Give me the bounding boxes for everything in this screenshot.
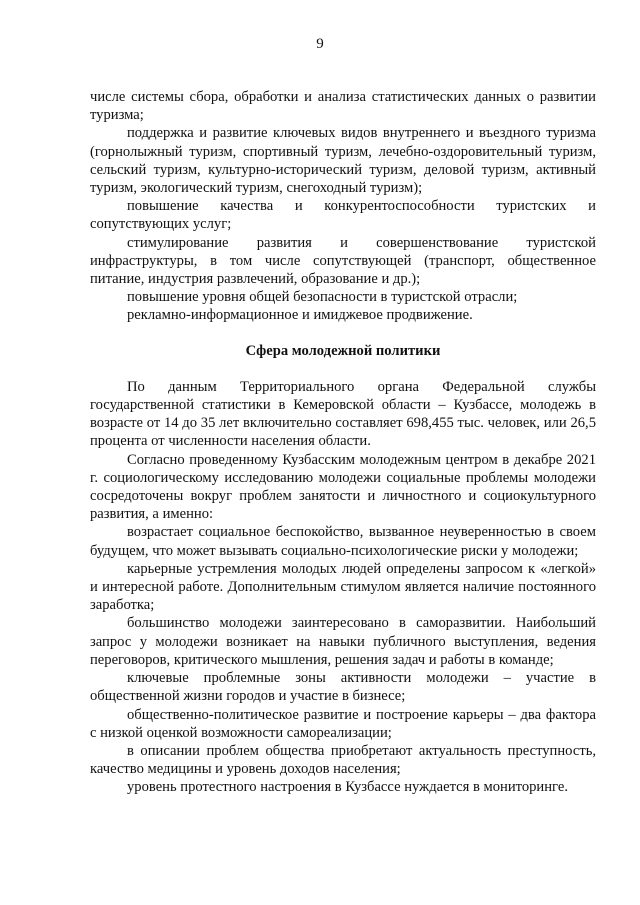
list-item-infrastructure: стимулирование развития и совершенствование туристской инфраструктуры, в том числе сопутствующей (транспорт, общественное питание, индустрия развлечений, образование и др.); <box>90 234 596 288</box>
paragraph-continuation: числе системы сбора, обработки и анализа статистических данных о развитии туризма; <box>90 89 596 124</box>
paragraph-survey: Согласно проведенному Кузбасским молодежным центром в декабре 2021 г. социологическому исследованию молодежи социальные проблемы молодежи сосредоточены вокруг проблем занятости и личностного и социокультурного развития, а именно: <box>90 451 596 523</box>
page-number: 9 <box>316 36 324 52</box>
list-item-safety: повышение уровня общей безопасности в туристской отрасли; <box>127 289 518 306</box>
list-item-society-problems: в описании проблем общества приобретают актуальность преступность, качество медицины и уровень доходов населения; <box>90 742 596 778</box>
list-item-protest: уровень протестного настроения в Кузбассе нуждается в мониторинге. <box>127 779 568 796</box>
list-item-quality: повышение качества и конкурентоспособности туристских и сопутствующих услуг; <box>90 198 596 233</box>
list-item-problem-zones: ключевые проблемные зоны активности молодежи – участие в общественной жизни городов и участие в бизнесе; <box>90 670 596 705</box>
paragraph-statistics: По данным Территориального органа Федеральной службы государственной статистики в Кемеровской области – Кузбассе, молодежь в возрасте от 14 до 35 лет включительно составляет 698,455 тыс. человек, или 26,5 процента от численности населения области. <box>90 378 596 450</box>
list-item-promotion: рекламно-информационное и имиджевое продвижение. <box>127 307 473 324</box>
list-item-tourism-types: поддержка и развитие ключевых видов внутреннего и въездного туризма (горнолыжный туризм, спортивный туризм, лечебно-оздоровительный туризм, сельский туризм, культурно-исторический туризм, деловой туризм, активный туризм, экологический туризм, снегоходный туризм); <box>90 125 596 197</box>
list-item-self-development: большинство молодежи заинтересовано в саморазвитии. Наибольший запрос у молодежи возникает на навыки публичного выступления, ведения переговоров, критического мышления, решения задач и работы в команде; <box>90 615 596 668</box>
section-heading: Сфера молодежной политики <box>245 342 441 359</box>
document-body <box>90 88 596 797</box>
list-item-anxiety: возрастает социальное беспокойство, вызванное неуверенностью в своем будущем, что может вызывать социально-психологические риски у молодежи; <box>90 524 596 559</box>
list-item-political: общественно-политическое развитие и построение карьеры – два фактора с низкой оценкой возможности самореализации; <box>90 706 596 741</box>
list-item-career: карьерные устремления молодых людей определены запросом к «легкой» и интересной работе. Дополнительным стимулом является наличие постоянного заработка; <box>90 560 596 614</box>
